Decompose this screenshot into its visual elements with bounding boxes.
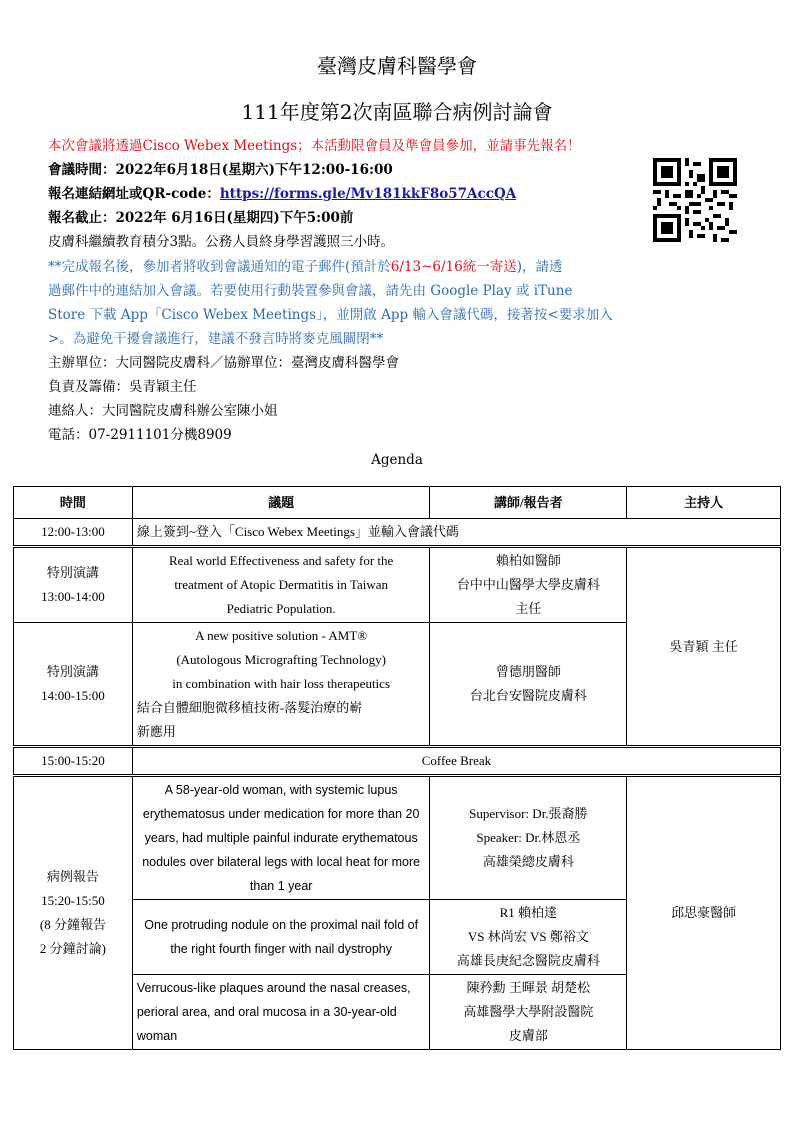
row2-speaker-l2: 台中中山醫學大學皮膚科 — [456, 577, 600, 592]
case-time-l2: 15:20-15:50 — [41, 893, 105, 908]
case-time-l4: 2 分鐘討論) — [39, 941, 106, 956]
agenda-label: Agenda — [371, 452, 423, 468]
row2-speaker — [430, 547, 627, 623]
deadline: 報名截止：2022年 6月16日(星期四)下午5:00前 — [48, 210, 354, 226]
phone: 電話：07-2911101分機8909 — [48, 427, 232, 443]
blue-note-line1 — [48, 258, 563, 276]
row3-speaker-l2: 台北台安醫院皮膚科 — [469, 688, 587, 703]
host-2: 邱思豪醫師 — [627, 776, 781, 1050]
credits: 皮膚科繼續教育積分3點。公務人員終身學習護照三小時。 — [48, 234, 395, 250]
row4-time: 15:00-15:20 — [14, 747, 133, 776]
row1-time: 12:00-13:00 — [14, 519, 133, 547]
row3-topic-l2: (Autologous Micrografting Technology) — [176, 652, 387, 667]
row2-topic-l2: treatment of Atopic Dermatitis in Taiwan — [174, 577, 388, 592]
case3-speaker-l3: 皮膚部 — [508, 1028, 548, 1043]
row2-topic-l1: Real world Effectiveness and safety for the — [169, 553, 394, 568]
event-title: 111年度第2次南區聯合病例討論會 — [241, 100, 553, 124]
meeting-time: 會議時間：2022年6月18日(星期六)下午12:00-16:00 — [48, 162, 393, 178]
row2-time-l1: 特別演講 — [46, 565, 99, 580]
register-link[interactable]: https://forms.gle/Mv181kkF8o57AccQA — [219, 186, 517, 202]
case-time-l3: (8 分鐘報告 — [39, 917, 106, 932]
case1-speaker-l1: Supervisor: Dr.張裔勝 — [469, 806, 588, 821]
row3-speaker — [430, 623, 627, 747]
row3-topic — [132, 623, 430, 747]
row2-time-l2: 13:00-14:00 — [41, 589, 105, 604]
row3-topic-l5: 新應用 — [136, 724, 176, 739]
qr-code-icon[interactable] — [653, 158, 737, 242]
org-title: 臺灣皮膚科醫學會 — [317, 54, 477, 78]
case2-speaker-l2: VS 林尚宏 VS 鄭裕文 — [467, 929, 589, 944]
table-row — [14, 747, 781, 776]
blue-note-part-c: )，請透 — [516, 259, 563, 275]
row1-topic: 線上簽到~登入「Cisco Webex Meetings」並輸入會議代碼 — [132, 519, 780, 547]
case-time-l1: 病例報告 — [46, 869, 99, 884]
blue-note-line4: >。為避免干擾會議進行，建議不發言時將麥克風關閉** — [48, 331, 384, 347]
row3-time-l1: 特別演講 — [46, 664, 99, 679]
header-host: 主持人 — [627, 487, 781, 519]
header-time: 時間 — [14, 487, 133, 519]
blue-note-part-a: **完成報名後，參加者將收到會議通知的電子郵件(預計於 — [48, 259, 391, 275]
case1-topic: A 58-year-old woman, with systemic lupus erythematosus under medication for more than 20 years, had multiple painful indurate erythematous nodules over bilateral legs with local heat for more than 1 year — [132, 776, 430, 900]
table-row — [14, 519, 781, 547]
register-label: 報名連結網址或QR-code： — [48, 186, 220, 202]
row2-topic-l3: Pediatric Population. — [226, 601, 336, 616]
case2-speaker-l1: R1 賴柏達 — [499, 905, 558, 920]
row3-time — [14, 623, 133, 747]
case3-speaker-l2: 高雄醫學大學附設醫院 — [463, 1004, 594, 1019]
case2-topic: One protruding nodule on the proximal nail fold of the right fourth finger with nail dystrophy — [132, 900, 430, 975]
blue-note-dates: 6/13~6/16統一寄送 — [390, 259, 517, 275]
notice: 本次會議將透過Cisco Webex Meetings；本活動限會員及準會員參加，並請事先報名！ — [48, 138, 581, 154]
row3-topic-l4: 結合自體細胞微移植技術-落髮治療的嶄 — [136, 700, 363, 715]
planner: 負責及籌備：吳青穎主任 — [48, 379, 197, 395]
case3-topic: Verrucous-like plaques around the nasal creases, perioral area, and oral mucosa in a 30-year-old woman — [132, 975, 430, 1050]
row3-topic-l1: A new positive solution - AMT® — [195, 628, 368, 643]
row3-time-l2: 14:00-15:00 — [41, 688, 105, 703]
organizer: 主辦單位：大同醫院皮膚科／協辦單位：臺灣皮膚科醫學會 — [48, 355, 399, 371]
row2-speaker-l1: 賴柏如醫師 — [495, 553, 561, 568]
register-line — [48, 185, 516, 203]
case3-speaker — [430, 975, 627, 1050]
case1-speaker-l3: 高雄榮總皮膚科 — [482, 854, 574, 869]
table-row — [14, 776, 781, 900]
host-1: 吳青穎 主任 — [627, 547, 781, 747]
row2-time — [14, 547, 133, 623]
row2-speaker-l3: 主任 — [515, 601, 542, 616]
case1-speaker-l2: Speaker: Dr.林恩丞 — [476, 830, 581, 845]
agenda-table — [13, 486, 781, 1050]
blue-note-line2: 過郵件中的連結加入會議。若要使用行動裝置參與會議，請先由 Google Play 或 iTune — [48, 283, 573, 299]
case-time — [14, 776, 133, 1050]
table-header-row — [14, 487, 781, 519]
table-row — [14, 547, 781, 623]
case3-speaker-l1: 陳矜勳 王暉景 胡楚松 — [466, 980, 591, 995]
header-speaker: 講師/報告者 — [430, 487, 627, 519]
case2-speaker — [430, 900, 627, 975]
case1-speaker — [430, 776, 627, 900]
contact: 連絡人：大同醫院皮膚科辦公室陳小姐 — [48, 403, 278, 419]
row4-topic: Coffee Break — [132, 747, 780, 776]
header-topic: 議題 — [132, 487, 430, 519]
row2-topic — [132, 547, 430, 623]
case2-speaker-l3: 高雄長庚紀念醫院皮膚科 — [456, 953, 600, 968]
row3-topic-l3: in combination with hair loss therapeutics — [172, 676, 391, 691]
blue-note-line3: Store 下載 App「Cisco Webex Meetings」，並開啟 App 輸入會議代碼，接著按<要求加入 — [48, 307, 613, 323]
row3-speaker-l1: 曾德朋醫師 — [495, 664, 561, 679]
